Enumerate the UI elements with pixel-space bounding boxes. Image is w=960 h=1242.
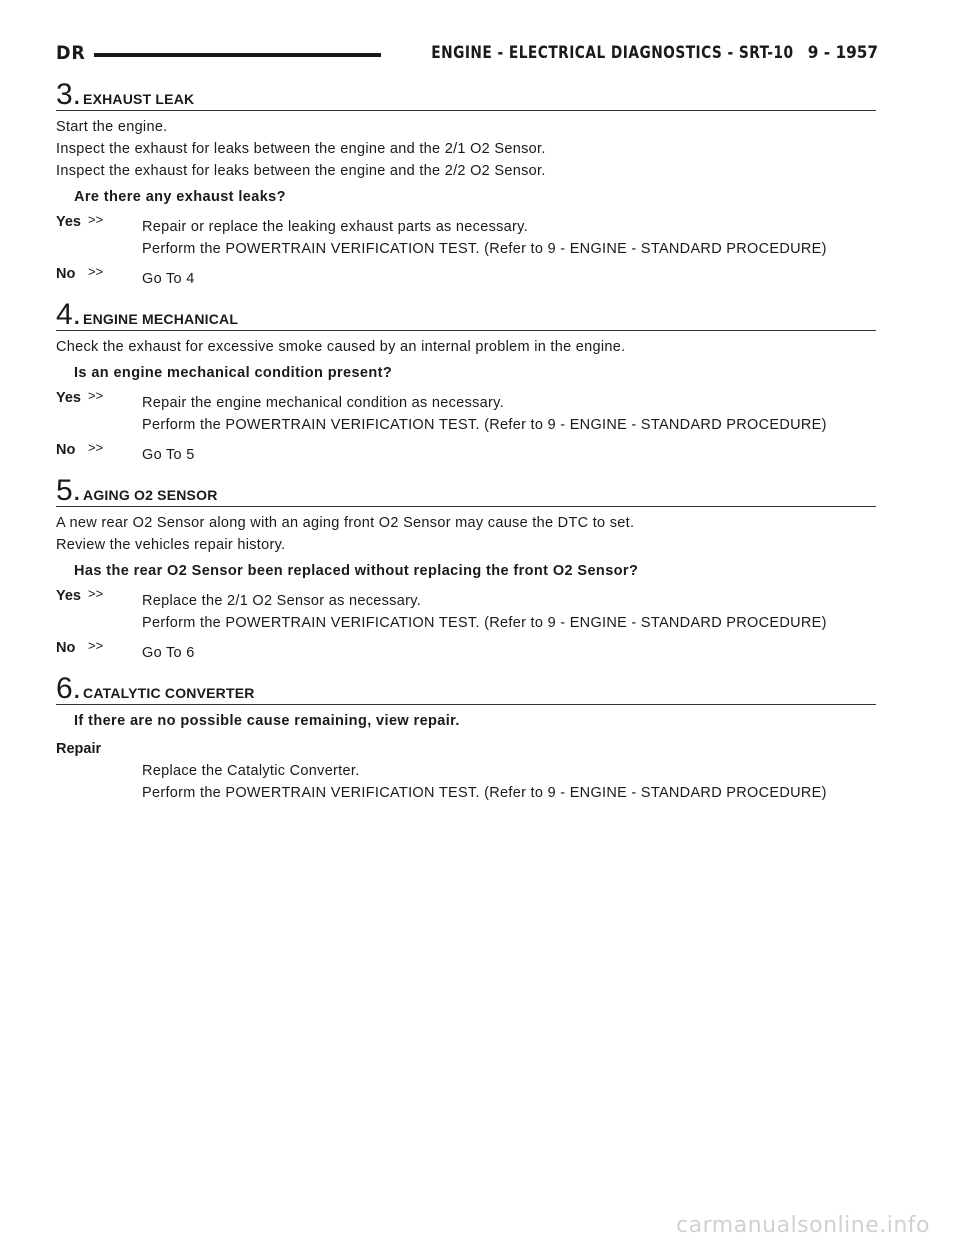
answer-body — [142, 440, 876, 466]
watermark: carmanualsonline.info — [676, 1213, 930, 1238]
step-title: EXHAUST LEAK — [83, 91, 195, 107]
step-3 — [56, 78, 876, 290]
step-6 — [56, 672, 876, 804]
answer-label: Yes — [56, 214, 81, 230]
step-number: 5. — [56, 474, 82, 507]
section-title: ENGINE - ELECTRICAL DIAGNOSTICS - SRT-10 — [431, 43, 794, 63]
answer-arrow: >> — [88, 264, 104, 279]
step-4 — [56, 298, 876, 466]
document-body — [56, 78, 876, 804]
answer-text: Perform the POWERTRAIN VERIFICATION TEST. (Refer to 9 - ENGINE - STANDARD PROCEDURE) — [142, 241, 827, 257]
answer-text: Repair the engine mechanical condition as necessary. — [142, 395, 504, 411]
answer-no — [56, 440, 876, 466]
header-rule — [94, 53, 381, 57]
answer-label: Yes — [56, 588, 81, 604]
answer-label: Yes — [56, 390, 81, 406]
answer-no — [56, 264, 876, 290]
answer-label: No — [56, 266, 76, 282]
answer-text: Go To 4 — [142, 271, 195, 287]
step-heading — [56, 672, 876, 705]
answer-arrow: >> — [88, 638, 104, 653]
answer-yes — [56, 586, 876, 634]
step-title: ENGINE MECHANICAL — [83, 311, 239, 327]
page-number: 9 - 1957 — [807, 43, 878, 63]
instruction-text: A new rear O2 Sensor along with an aging front O2 Sensor may cause the DTC to set. — [56, 515, 635, 531]
answer-text: Repair or replace the leaking exhaust parts as necessary. — [142, 219, 528, 235]
step-heading — [56, 78, 876, 111]
step-heading — [56, 298, 876, 331]
step-question: Has the rear O2 Sensor been replaced without replacing the front O2 Sensor? — [74, 563, 639, 579]
instruction-text: Review the vehicles repair history. — [56, 537, 286, 553]
repair-label: Repair — [56, 741, 102, 757]
step-5 — [56, 474, 876, 664]
step-question: If there are no possible cause remaining, view repair. — [74, 713, 460, 729]
step-number: 3. — [56, 78, 82, 111]
repair-text: Perform the POWERTRAIN VERIFICATION TEST. (Refer to 9 - ENGINE - STANDARD PROCEDURE) — [142, 785, 827, 801]
answer-yes — [56, 388, 876, 436]
step-heading — [56, 474, 876, 507]
step-number: 6. — [56, 672, 82, 705]
step-question: Is an engine mechanical condition present? — [74, 365, 393, 381]
answer-label: No — [56, 442, 76, 458]
answer-text: Go To 5 — [142, 447, 195, 463]
answer-body — [142, 638, 876, 664]
step-question: Are there any exhaust leaks? — [74, 189, 286, 205]
instruction-text: Inspect the exhaust for leaks between the engine and the 2/2 O2 Sensor. — [56, 163, 546, 179]
instruction-text: Inspect the exhaust for leaks between the engine and the 2/1 O2 Sensor. — [56, 141, 546, 157]
answer-text: Replace the 2/1 O2 Sensor as necessary. — [142, 593, 422, 609]
answer-arrow: >> — [88, 388, 104, 403]
answer-yes — [56, 212, 876, 260]
step-title: CATALYTIC CONVERTER — [83, 685, 255, 701]
answer-label: No — [56, 640, 76, 656]
answer-arrow: >> — [88, 586, 104, 601]
page-header — [56, 38, 878, 68]
instruction-text: Start the engine. — [56, 119, 168, 135]
answer-no — [56, 638, 876, 664]
answer-body — [142, 212, 876, 260]
step-title: AGING O2 SENSOR — [83, 487, 218, 503]
model-code: DR — [56, 42, 86, 64]
repair-body — [142, 760, 876, 804]
step-number: 4. — [56, 298, 82, 331]
instruction-text: Check the exhaust for excessive smoke caused by an internal problem in the engine. — [56, 339, 626, 355]
answer-body — [142, 586, 876, 634]
answer-body — [142, 388, 876, 436]
answer-text: Perform the POWERTRAIN VERIFICATION TEST. (Refer to 9 - ENGINE - STANDARD PROCEDURE) — [142, 615, 827, 631]
answer-text: Go To 6 — [142, 645, 195, 661]
answer-text: Perform the POWERTRAIN VERIFICATION TEST. (Refer to 9 - ENGINE - STANDARD PROCEDURE) — [142, 417, 827, 433]
answer-body — [142, 264, 876, 290]
repair-text: Replace the Catalytic Converter. — [142, 763, 360, 779]
answer-arrow: >> — [88, 440, 104, 455]
answer-arrow: >> — [88, 212, 104, 227]
